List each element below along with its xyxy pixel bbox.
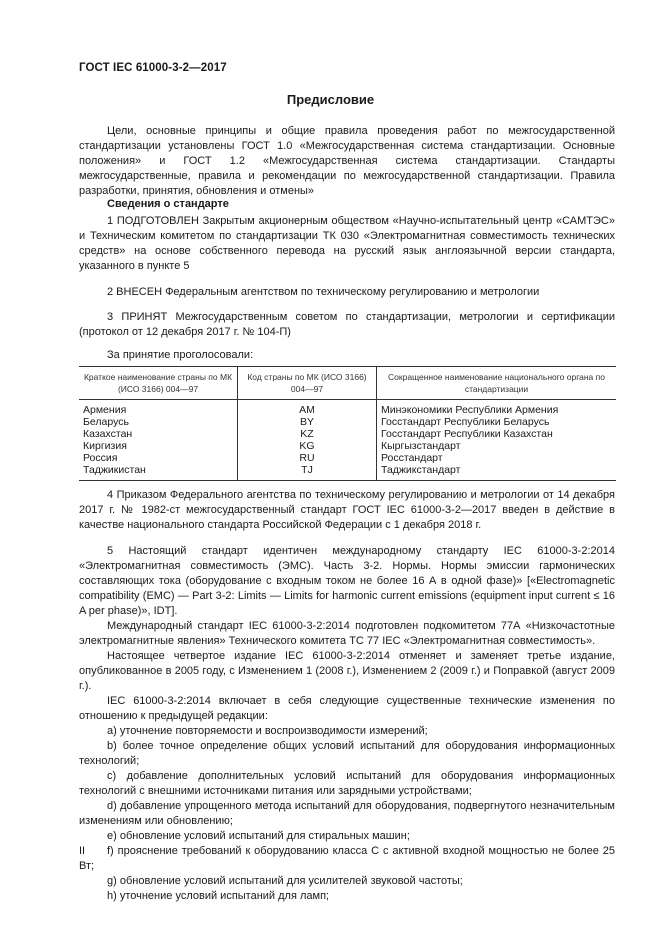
item-5-section: [79, 544, 615, 904]
country-code: AM: [238, 400, 377, 417]
table-row: [79, 452, 616, 464]
country-name: Таджикистан: [79, 464, 238, 481]
country-code: RU: [238, 452, 377, 464]
country-code: KZ: [238, 428, 377, 440]
table-row: [79, 440, 616, 452]
international-standard-paragraph: Международный стандарт IEC 61000-3-2:2014 подготовлен подкомитетом 77А «Низкочастотные электромагнитные явления» Технического комитета ТС 77 IEC «Электромагнитная совместимость».: [79, 620, 615, 647]
national-body: Росстандарт: [377, 452, 617, 464]
page-title: Предисловие: [286, 92, 375, 107]
page-number: II: [79, 845, 86, 857]
list-item: b) более точное определение общих условий испытаний для оборудования информационных технологий;: [79, 740, 615, 767]
national-body: Таджикстандарт: [377, 464, 617, 481]
national-body: Минэкономики Республики Армения: [377, 400, 617, 417]
list-item: h) уточнение условий испытаний для ламп;: [107, 890, 330, 902]
country-name: Россия: [83, 452, 118, 464]
national-body: Госстандарт Республики Казахстан: [377, 428, 617, 440]
item-4-paragraph: 4 Приказом Федерального агентства по техническому регулированию и метрологии от 14 декабря 2017 г. № 1982-ст межгосударственный стандарт ГОСТ IEC 61000-3-2—2017 введен в действие в качестве национального стандарта Российской Федерации с 1 декабря 2018 г.: [79, 489, 615, 531]
country-name: Беларусь: [83, 416, 129, 428]
list-item: c) добавление дополнительных условий испытаний для оборудования информационных технологий с внешними источниками питания или зарядными устройствами;: [79, 770, 615, 797]
list-item: d) добавление упрощенного метода испытаний для оборудования, подвергнутого незначительным изменениям или обновлению;: [79, 800, 615, 827]
country-name: Казахстан: [83, 428, 133, 440]
edition-paragraph: Настоящее четвертое издание IEC 61000-3-2:2014 отменяет и заменяет третье издание, опубликованное в 2005 году, с Изменением 1 (2008 г.), Изменением 2 (2009 г.) и Поправкой (август 2009 г.).: [79, 650, 615, 692]
country-code: KG: [238, 440, 377, 452]
item-1-paragraph: 1 ПОДГОТОВЛЕН Закрытым акционерным обществом «Научно-испытательный центр «САМТЭС» и Техническим комитетом по стандартизации ТК 030 «Электромагнитная совместимость технических средств» на основе собственного перевода на русский язык англоязычной версии стандарта, указанного в пункте 5: [79, 215, 615, 272]
table-row: [79, 428, 616, 440]
country-code: TJ: [238, 464, 377, 481]
national-body: Госстандарт Республики Беларусь: [377, 416, 617, 428]
item-3-paragraph: 3 ПРИНЯТ Межгосударственным советом по стандартизации, метрологии и сертификации (протокол от 12 декабря 2017 г. № 104-П): [79, 311, 615, 338]
list-item: g) обновление условий испытаний для усилителей звуковой частоты;: [107, 875, 463, 887]
list-item: f) прояснение требований к оборудованию класса С с активной входной мощностью не более 25 Вт;: [79, 845, 615, 872]
list-item: e) обновление условий испытаний для стиральных машин;: [107, 830, 410, 842]
changes-intro-paragraph: IEC 61000-3-2:2014 включает в себя следующие существенные технические изменения по отношению к предыдущей редакции:: [79, 695, 615, 722]
country-code: BY: [238, 416, 377, 428]
table-row: [79, 416, 616, 428]
country-name: Армения: [83, 404, 127, 416]
list-item: a) уточнение повторяемости и воспроизводимости измерений;: [107, 725, 428, 737]
item-2-paragraph: 2 ВНЕСЕН Федеральным агентством по техническому регулированию и метрологии: [107, 286, 540, 298]
standard-header: ГОСТ IEC 61000-3-2—2017: [79, 62, 227, 74]
intro-paragraph: Цели, основные принципы и общие правила проведения работ по межгосударственной стандартизации установлены ГОСТ 1.0 «Межгосударственная система стандартизации. Основные положения» и ГОСТ 1.2 «Межгосударственная система стандартизации. Стандарты межгосударственные, правила и рекомендации по межгосударственной стандартизации. Правила разработки, принятия, обновления и отмены»: [79, 125, 615, 197]
table-header-row: [79, 367, 616, 400]
table-row: [79, 464, 616, 481]
table-row: [79, 400, 616, 417]
header-country-code: Код страны по МК (ИСО 3166) 004—97: [238, 367, 377, 400]
country-name: Киргизия: [83, 440, 127, 452]
votes-label: За принятие проголосовали:: [107, 349, 254, 361]
header-national-body: Сокращенное наименование национального органа по стандартизации: [377, 367, 617, 400]
section-heading: Сведения о стандарте: [107, 198, 229, 210]
header-country-name: Краткое наименование страны по МК (ИСО 3166) 004—97: [79, 367, 238, 400]
item-5-paragraph: 5 Настоящий стандарт идентичен международному стандарту IEC 61000-3-2:2014 «Электромагнитная совместимость (ЭМС). Часть 3-2. Нормы. Нормы эмиссии гармонических составляющих тока (оборудование с входным током не более 16 А в одной фазе)» [«Electromagnetic compatibility (EMC) — Part 3-2: Limits — Limits for harmonic current emissions (equipment input current ≤ 16 A per phase)», IDT].: [79, 545, 615, 617]
votes-table: [79, 366, 616, 481]
national-body: Кыргызстандарт: [377, 440, 617, 452]
